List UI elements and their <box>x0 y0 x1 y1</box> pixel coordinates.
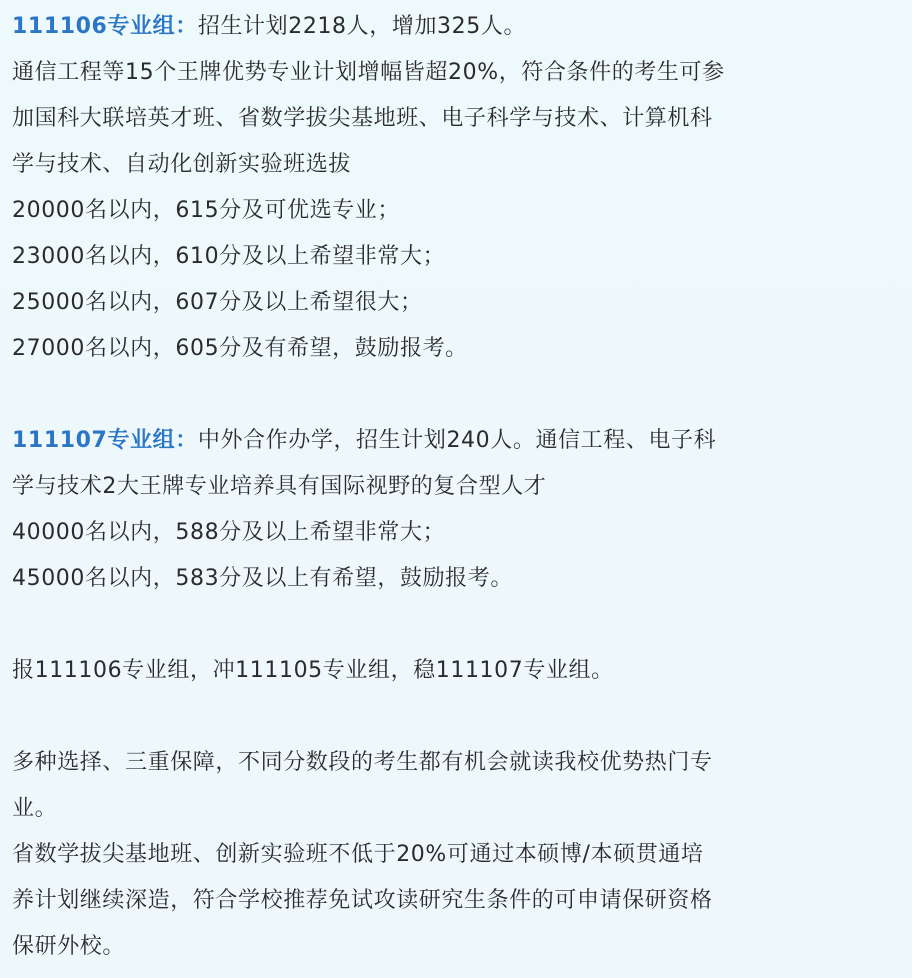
paragraph-line: 业。 <box>12 796 58 821</box>
group-111106-heading-line <box>12 4 900 50</box>
group-111107-summary: 中外合作办学，招生计划240人。通信工程、电子科 <box>197 428 717 453</box>
rank-score-line: 27000名以内，605分及有希望，鼓励报考。 <box>12 336 468 361</box>
paragraph-line: 学与技术2大王牌专业培养具有国际视野的复合型人才 <box>12 474 547 499</box>
group-111106-label: 111106专业组： <box>12 14 198 39</box>
rank-score-line: 45000名以内，583分及以上有希望，鼓励报考。 <box>12 566 513 591</box>
rank-score-line: 40000名以内，588分及以上希望非常大； <box>12 520 446 545</box>
paragraph-line: 学与技术、自动化创新实验班选拔 <box>12 152 352 177</box>
spacer <box>12 372 900 418</box>
spacer <box>12 602 900 648</box>
group-111107-heading-line <box>12 418 900 464</box>
paragraph-line: 通信工程等15个王牌优势专业计划增幅皆超20%，符合条件的考生可参 <box>12 60 725 85</box>
spacer <box>12 694 900 740</box>
paragraph-line: 省数学拔尖基地班、创新实验班不低于20%可通过本硕博/本硕贯通培 <box>12 842 704 867</box>
rank-score-line: 20000名以内，615分及可优选专业； <box>12 198 400 223</box>
paragraph-line: 加国科大联培英才班、省数学拔尖基地班、电子科学与技术、计算机科 <box>12 106 713 131</box>
group-111107-label: 111107专业组： <box>12 428 198 453</box>
group-111106-summary: 招生计划2218人，增加325人。 <box>197 14 527 39</box>
rank-score-line: 23000名以内，610分及以上希望非常大； <box>12 244 446 269</box>
paragraph-line: 多种选择、三重保障，不同分数段的考生都有机会就读我校优势热门专 <box>12 750 713 775</box>
paragraph-line: 养计划继续深造，符合学校推荐免试攻读研究生条件的可申请保研资格 <box>12 888 713 913</box>
strategy-line: 报111106专业组，冲111105专业组，稳111107专业组。 <box>12 658 614 683</box>
paragraph-line: 保研外校。 <box>12 934 126 959</box>
rank-score-line: 25000名以内，607分及以上希望很大； <box>12 290 423 315</box>
